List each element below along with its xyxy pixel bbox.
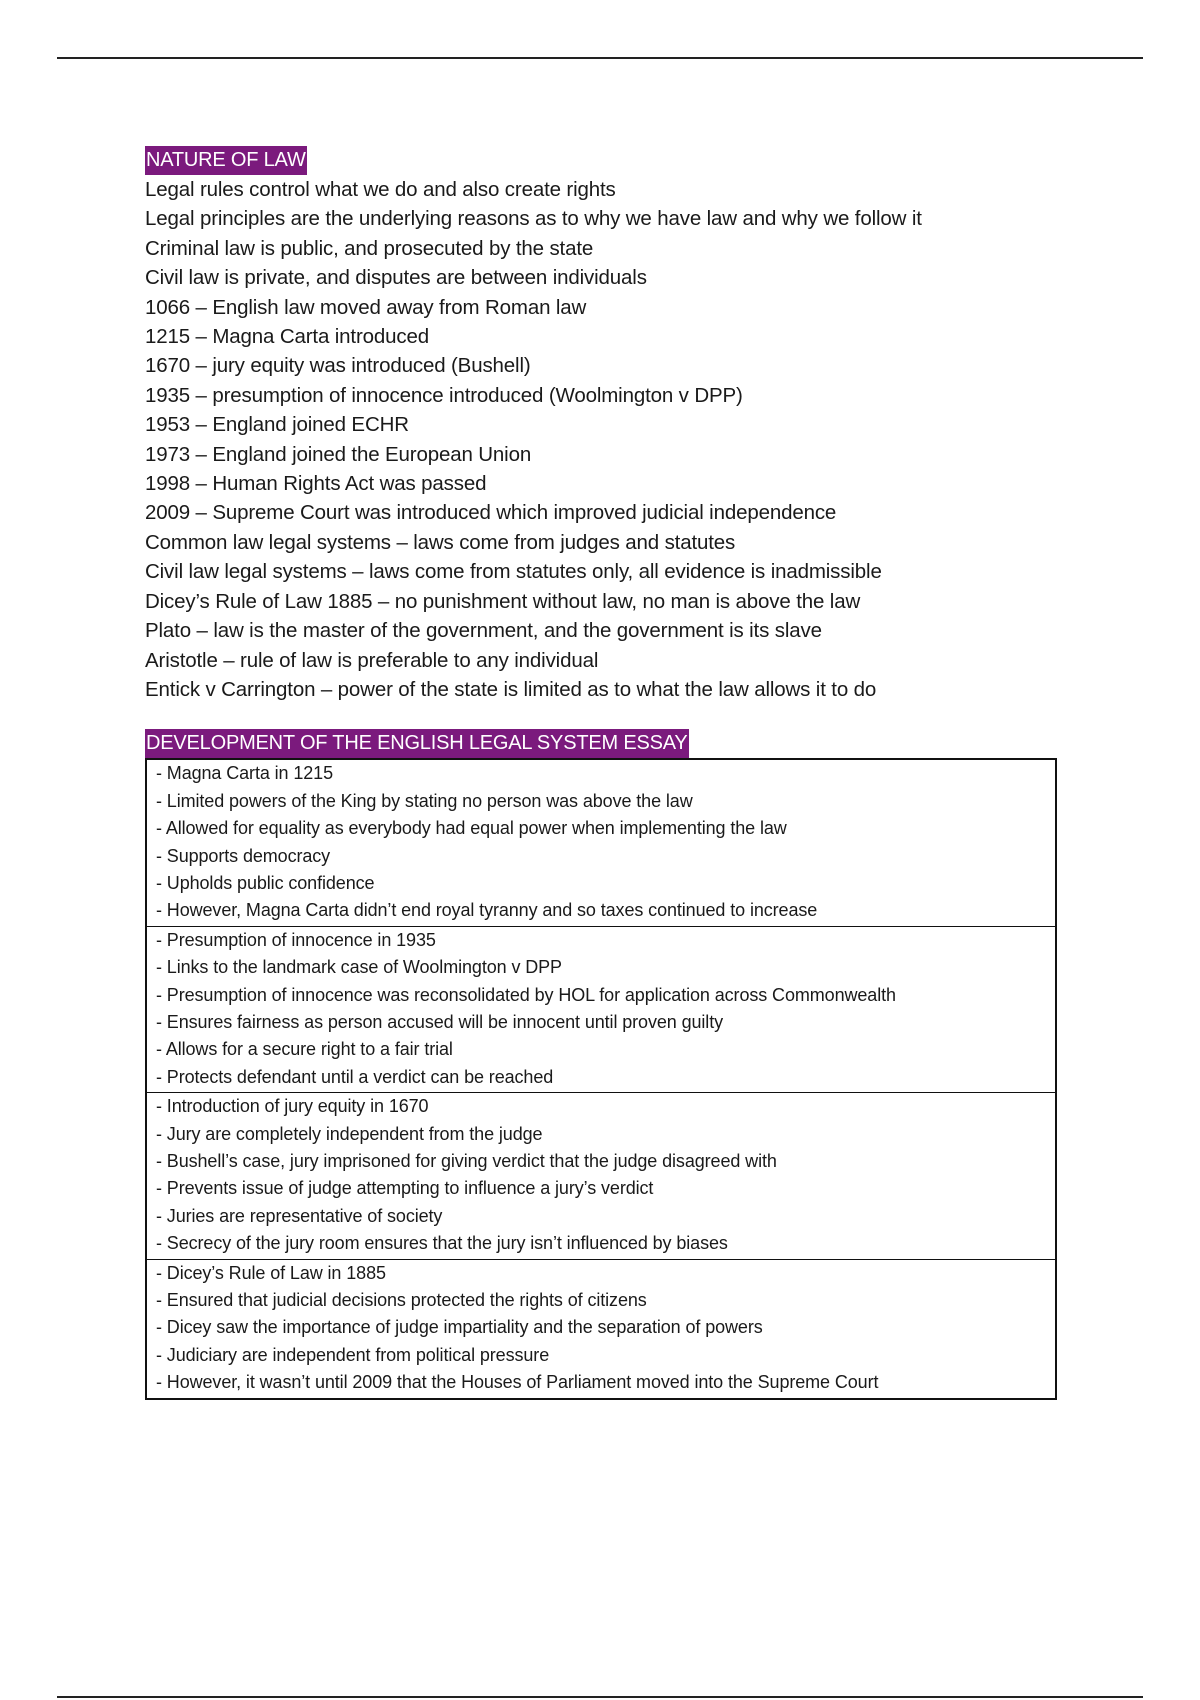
essay-block-rule-of-law [147,1259,1055,1398]
essay-point: - Secrecy of the jury room ensures that the jury isn’t influenced by biases [156,1230,1055,1257]
essay-point: - Supports democracy [156,843,1055,870]
essay-point: - Judiciary are independent from political pressure [156,1342,1055,1369]
note-line: Legal principles are the underlying reasons as to why we have law and why we follow it [145,207,922,231]
essay-point: - Prevents issue of judge attempting to influence a jury’s verdict [156,1175,1055,1202]
note-line: Aristotle – rule of law is preferable to any individual [145,648,599,672]
essay-point: - Allows for a secure right to a fair trial [156,1036,1055,1063]
note-line: Criminal law is public, and prosecuted by the state [145,236,594,260]
note-line: Plato – law is the master of the government, and the government is its slave [145,619,822,643]
essay-point: - Protects defendant until a verdict can be reached [156,1064,1055,1091]
section-nature-of-law [145,146,1105,704]
note-line: Entick v Carrington – power of the state is limited as to what the law allows it to do [145,677,877,701]
section-essay [145,729,1105,1399]
section-heading-nature-of-law: NATURE OF LAW [145,146,307,175]
note-line: 1935 – presumption of innocence introduced (Woolmington v DPP) [145,383,743,407]
note-line: Civil law legal systems – laws come from statutes only, all evidence is inadmissible [145,560,882,584]
essay-point: - Ensured that judicial decisions protected the rights of citizens [156,1287,1055,1314]
note-line: 1973 – England joined the European Union [145,442,532,466]
note-line: 1953 – England joined ECHR [145,413,409,437]
nature-of-law-notes [145,175,1105,704]
essay-point: - Limited powers of the King by stating no person was above the law [156,788,1055,815]
essay-point: - Introduction of jury equity in 1670 [156,1093,1055,1120]
note-line: Legal rules control what we do and also create rights [145,178,616,201]
page-bottom-rule [57,1696,1143,1698]
note-line: 1215 – Magna Carta introduced [145,325,429,349]
essay-table [145,758,1057,1399]
essay-point: - Upholds public confidence [156,870,1055,897]
essay-block-jury-equity [147,1092,1055,1258]
note-line: Dicey’s Rule of Law 1885 – no punishment without law, no man is above the law [145,589,861,613]
note-line: 1998 – Human Rights Act was passed [145,472,487,496]
essay-point: - Presumption of innocence was reconsolidated by HOL for application across Commonwealth [156,982,1055,1009]
essay-point: - Links to the landmark case of Woolmington v DPP [156,954,1055,981]
essay-point: - However, Magna Carta didn’t end royal tyranny and so taxes continued to increase [156,897,1055,924]
essay-point: - Juries are representative of society [156,1203,1055,1230]
note-line: Common law legal systems – laws come from judges and statutes [145,530,736,554]
essay-block-magna-carta [147,760,1055,925]
note-line: 2009 – Supreme Court was introduced which improved judicial independence [145,501,837,525]
essay-point: - Bushell’s case, jury imprisoned for giving verdict that the judge disagreed with [156,1148,1055,1175]
essay-point: - Ensures fairness as person accused will be innocent until proven guilty [156,1009,1055,1036]
essay-block-presumption-of-innocence [147,926,1055,1092]
note-line: 1066 – English law moved away from Roman law [145,295,587,319]
essay-point: - However, it wasn’t until 2009 that the Houses of Parliament moved into the Supreme Court [156,1369,1055,1396]
essay-point: - Allowed for equality as everybody had equal power when implementing the law [156,815,1055,842]
note-line: Civil law is private, and disputes are between individuals [145,266,647,290]
document-body [145,146,1105,1400]
essay-point: - Presumption of innocence in 1935 [156,927,1055,954]
section-heading-essay: DEVELOPMENT OF THE ENGLISH LEGAL SYSTEM ESSAY [145,729,689,758]
essay-point: - Dicey’s Rule of Law in 1885 [156,1260,1055,1287]
note-line: 1670 – jury equity was introduced (Bushell) [145,354,531,378]
essay-point: - Dicey saw the importance of judge impartiality and the separation of powers [156,1314,1055,1341]
essay-point: - Magna Carta in 1215 [156,760,1055,787]
page-top-rule [57,57,1143,59]
essay-point: - Jury are completely independent from the judge [156,1121,1055,1148]
